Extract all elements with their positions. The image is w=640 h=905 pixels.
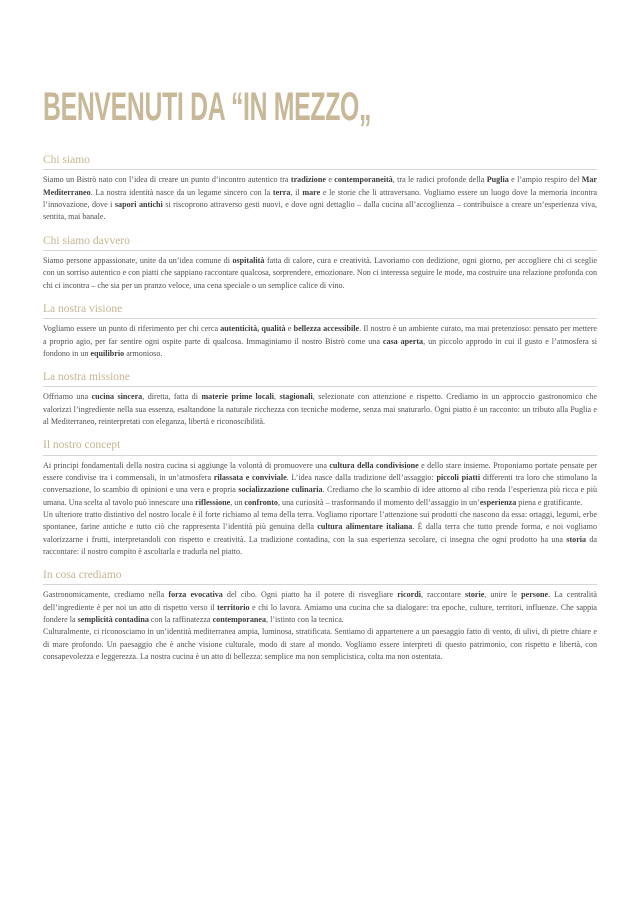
body-text: e le storie che li attraversano. Vogliamo essere un luogo dove la memoria incontra l’innovazione, dove i [43,187,597,209]
body-text: fatta di calore, cura e creatività. Lavoriamo con dedizione, ogni giorno, per accogliere chi ci sceglie con un sorriso autentico e con piatti che sappiano raccontare qualcosa, sorprendere, emozionare. Non ci interessa seguire le mode, ma costruire una relazione profonda con chi ci incontra – che sia per un pranzo veloce, una cena speciale o un semplice calice di vino. [43,255,598,290]
emphasis-text: terra [272,187,291,197]
body-text: Siamo un Bistrò nato con l’idea di creare un punto d’incontro autentico tra [43,175,291,185]
emphasis-text: contemporaneità [334,175,393,185]
emphasis-text: cucina sincera [91,392,143,402]
emphasis-text: Mar Mediterraneo [43,175,597,197]
section-heading: Chi siamo davvero [43,225,597,251]
emphasis-text: forza evocativa [168,590,223,600]
section-body [43,319,597,360]
body-text: e chi lo lavora. Amiamo una cucina che sa dialogare: tra epoche, culture, territori, influenze. Che sappia fondere la [43,602,597,625]
section-heading: La nostra missione [43,361,597,387]
body-text: da raccontare: il nostro compito è ascoltarla e tradurla nel piatto. [43,534,597,556]
body-text: e l’ampio respiro del [508,175,582,185]
document-section [43,144,597,224]
body-text: e dello stare insieme. Proponiamo portate pensate per essere condivise tra i commensali, in un’atmosfera [43,460,597,483]
body-text: , diretta, fatta di [142,392,202,402]
body-text: del cibo. Ogni piatto ha il potere di risvegliare [222,590,398,600]
body-text: , una curiosità – trasformando il momento dell’assaggio in un’ [277,497,480,507]
emphasis-text: ricordi [397,590,422,600]
body-text: . Crediamo che lo scambio di idee attorno al cibo renda l’esperienza più ricca e più umana. Una scelta al tavolo può innescare una [43,485,598,507]
document-section [43,293,597,360]
body-text: Ai principi fondamentali della nostra cucina si aggiunge la volontà di promuovere una [43,460,330,470]
section-body [43,251,597,292]
emphasis-text: equilibrio [90,348,125,358]
body-text: . L’idea nasce dalla tradizione dell’assaggio: [286,473,437,483]
body-text: , unire le [484,590,522,600]
body-text: e [285,324,294,334]
paragraph [43,460,597,509]
body-text: armonioso. [124,348,163,358]
section-heading: Chi siamo [43,144,597,170]
section-heading: In cosa crediamo [43,559,597,585]
body-text: Un ulteriore tratto distintivo del nostro locale è il forte richiamo al tema della terra. Vogliamo riportare l’attenzione sui prodotti che nascono da essa: ortaggi, legumi, erbe spontanee, farine antiche e tutto ciò che rappresenta l’identità più genuina della [43,509,597,532]
body-text: , un piccolo approdo in cui il gusto e l’atmosfera si fondono in un [43,336,597,358]
emphasis-text: casa aperta [382,336,424,346]
document-section [43,429,597,558]
emphasis-text: contemporanea [212,615,267,625]
emphasis-text: cultura della condivisione [329,460,419,470]
body-text: piena e gratificante. [516,497,583,507]
emphasis-text: tradizione [290,175,326,185]
body-text: con la raffinatezza [148,615,213,625]
section-body [43,170,597,223]
emphasis-text: rilassata e conviviale [213,473,287,483]
emphasis-text: storia [566,534,587,544]
body-text: , l’istinto con la tecnica. [266,615,344,625]
section-body [43,387,597,428]
emphasis-text: autenticità, qualità [220,324,286,334]
section-heading: Il nostro concept [43,429,597,455]
section-body [43,585,597,663]
emphasis-text: mare [302,187,321,197]
body-text: , selezionate con attenzione e rispetto. Crediamo in un approccio gastronomico che valorizzi l’ingrediente nella sua essenza, esaltandone la naturale ricchezza con tecniche moderne, senza mai snaturarlo. Ogni piatto è un racconto: un tributo alla Puglia e al Mediterraneo, reinterpretati con eleganza, libertà e riconoscibilità. [43,392,598,427]
body-text: differenti tra loro che stimolano la conversazione, lo scambio di opinioni e una vera e propria [43,473,597,495]
body-text: , raccontare [421,590,465,600]
paragraph [43,626,597,663]
emphasis-text: esperienza [479,497,517,507]
document-section [43,225,597,292]
emphasis-text: persone [521,590,549,600]
body-text: e [325,175,335,185]
body-text: . La centralità dell’ingrediente è per noi un atto di rispetto verso il [43,590,597,612]
emphasis-text: bellezza accessibile [293,324,360,334]
body-text: . Il nostro è un ambiente curato, ma mai pretenzioso: pensato per mettere a proprio agio, per far sentire ogni ospite parte di qualcosa. Immaginiamo il nostro Bistrò come una [43,324,597,346]
emphasis-text: ospitalità [232,255,265,265]
body-text: , [273,392,280,402]
section-heading: La nostra visione [43,293,597,319]
section-body [43,456,597,558]
paragraph [43,323,597,360]
document-section [43,361,597,428]
body-text: Gastronomicamente, crediamo nella [43,590,169,600]
emphasis-text: Puglia [486,175,509,185]
emphasis-text: piccoli piatti [436,473,481,483]
paragraph [43,509,597,558]
section-list [43,144,597,663]
paragraph [43,391,597,428]
document-section [43,559,597,663]
emphasis-text: cultura alimentare italiana [317,522,413,532]
body-text: , il [290,187,303,197]
emphasis-text: materie prime locali [201,392,274,402]
body-text: . È dalla terra che tutto prende forma, e noi vogliamo valorizzarne i frutti, interpretandoli con rispetto e creatività. La tradizione contadina, con la sua esperienza secolare, ci insegna che ogni prodotto ha una [43,522,597,544]
body-text: . La nostra identità nasce da un legame sincero con la [90,187,273,197]
emphasis-text: riflessione [195,497,231,507]
emphasis-text: socializzazione culinaria [238,485,323,495]
body-text: si riscoprono attraverso gesti nuovi, e dove ogni dettaglio – dalla cucina all’accoglienza – contribuisce a creare un’esperienza viva, sentita, mai banale. [43,199,598,222]
body-text: , un [230,497,245,507]
page-title: BENVENUTI DA “IN MEZZO„ [43,85,372,129]
paragraph [43,174,597,223]
body-text: Vogliamo essere un punto di riferimento per chi cerca [43,324,221,334]
emphasis-text: semplicità contadina [77,615,149,625]
emphasis-text: confronto [244,497,278,507]
emphasis-text: storie [464,590,485,600]
body-text: Offriamo una [43,392,92,402]
body-text: , tra le radici profonde della [392,175,487,185]
body-text: Culturalmente, ci riconosciamo in un’identità mediterranea ampia, luminosa, stratificata. Sentiamo di appartenere a un paesaggio fatto di vento, di ulivi, di pietre chiare e di mare profondo. Un paesaggio che è anche visione culturale, modo di stare al mondo. Vogliamo essere interpreti di questo patrimonio, con rispetto e libertà, con consapevolezza e leggerezza. La nostra cucina è un atto di bellezza: semplice ma non semplicistica, colta ma non ostentata. [43,627,597,661]
body-text: Siamo persone appassionate, unite da un’idea comune di [43,255,233,265]
emphasis-text: sapori antichi [114,199,163,209]
emphasis-text: territorio [217,602,250,612]
emphasis-text: stagionali [279,392,313,402]
paragraph [43,255,597,292]
paragraph [43,589,597,626]
